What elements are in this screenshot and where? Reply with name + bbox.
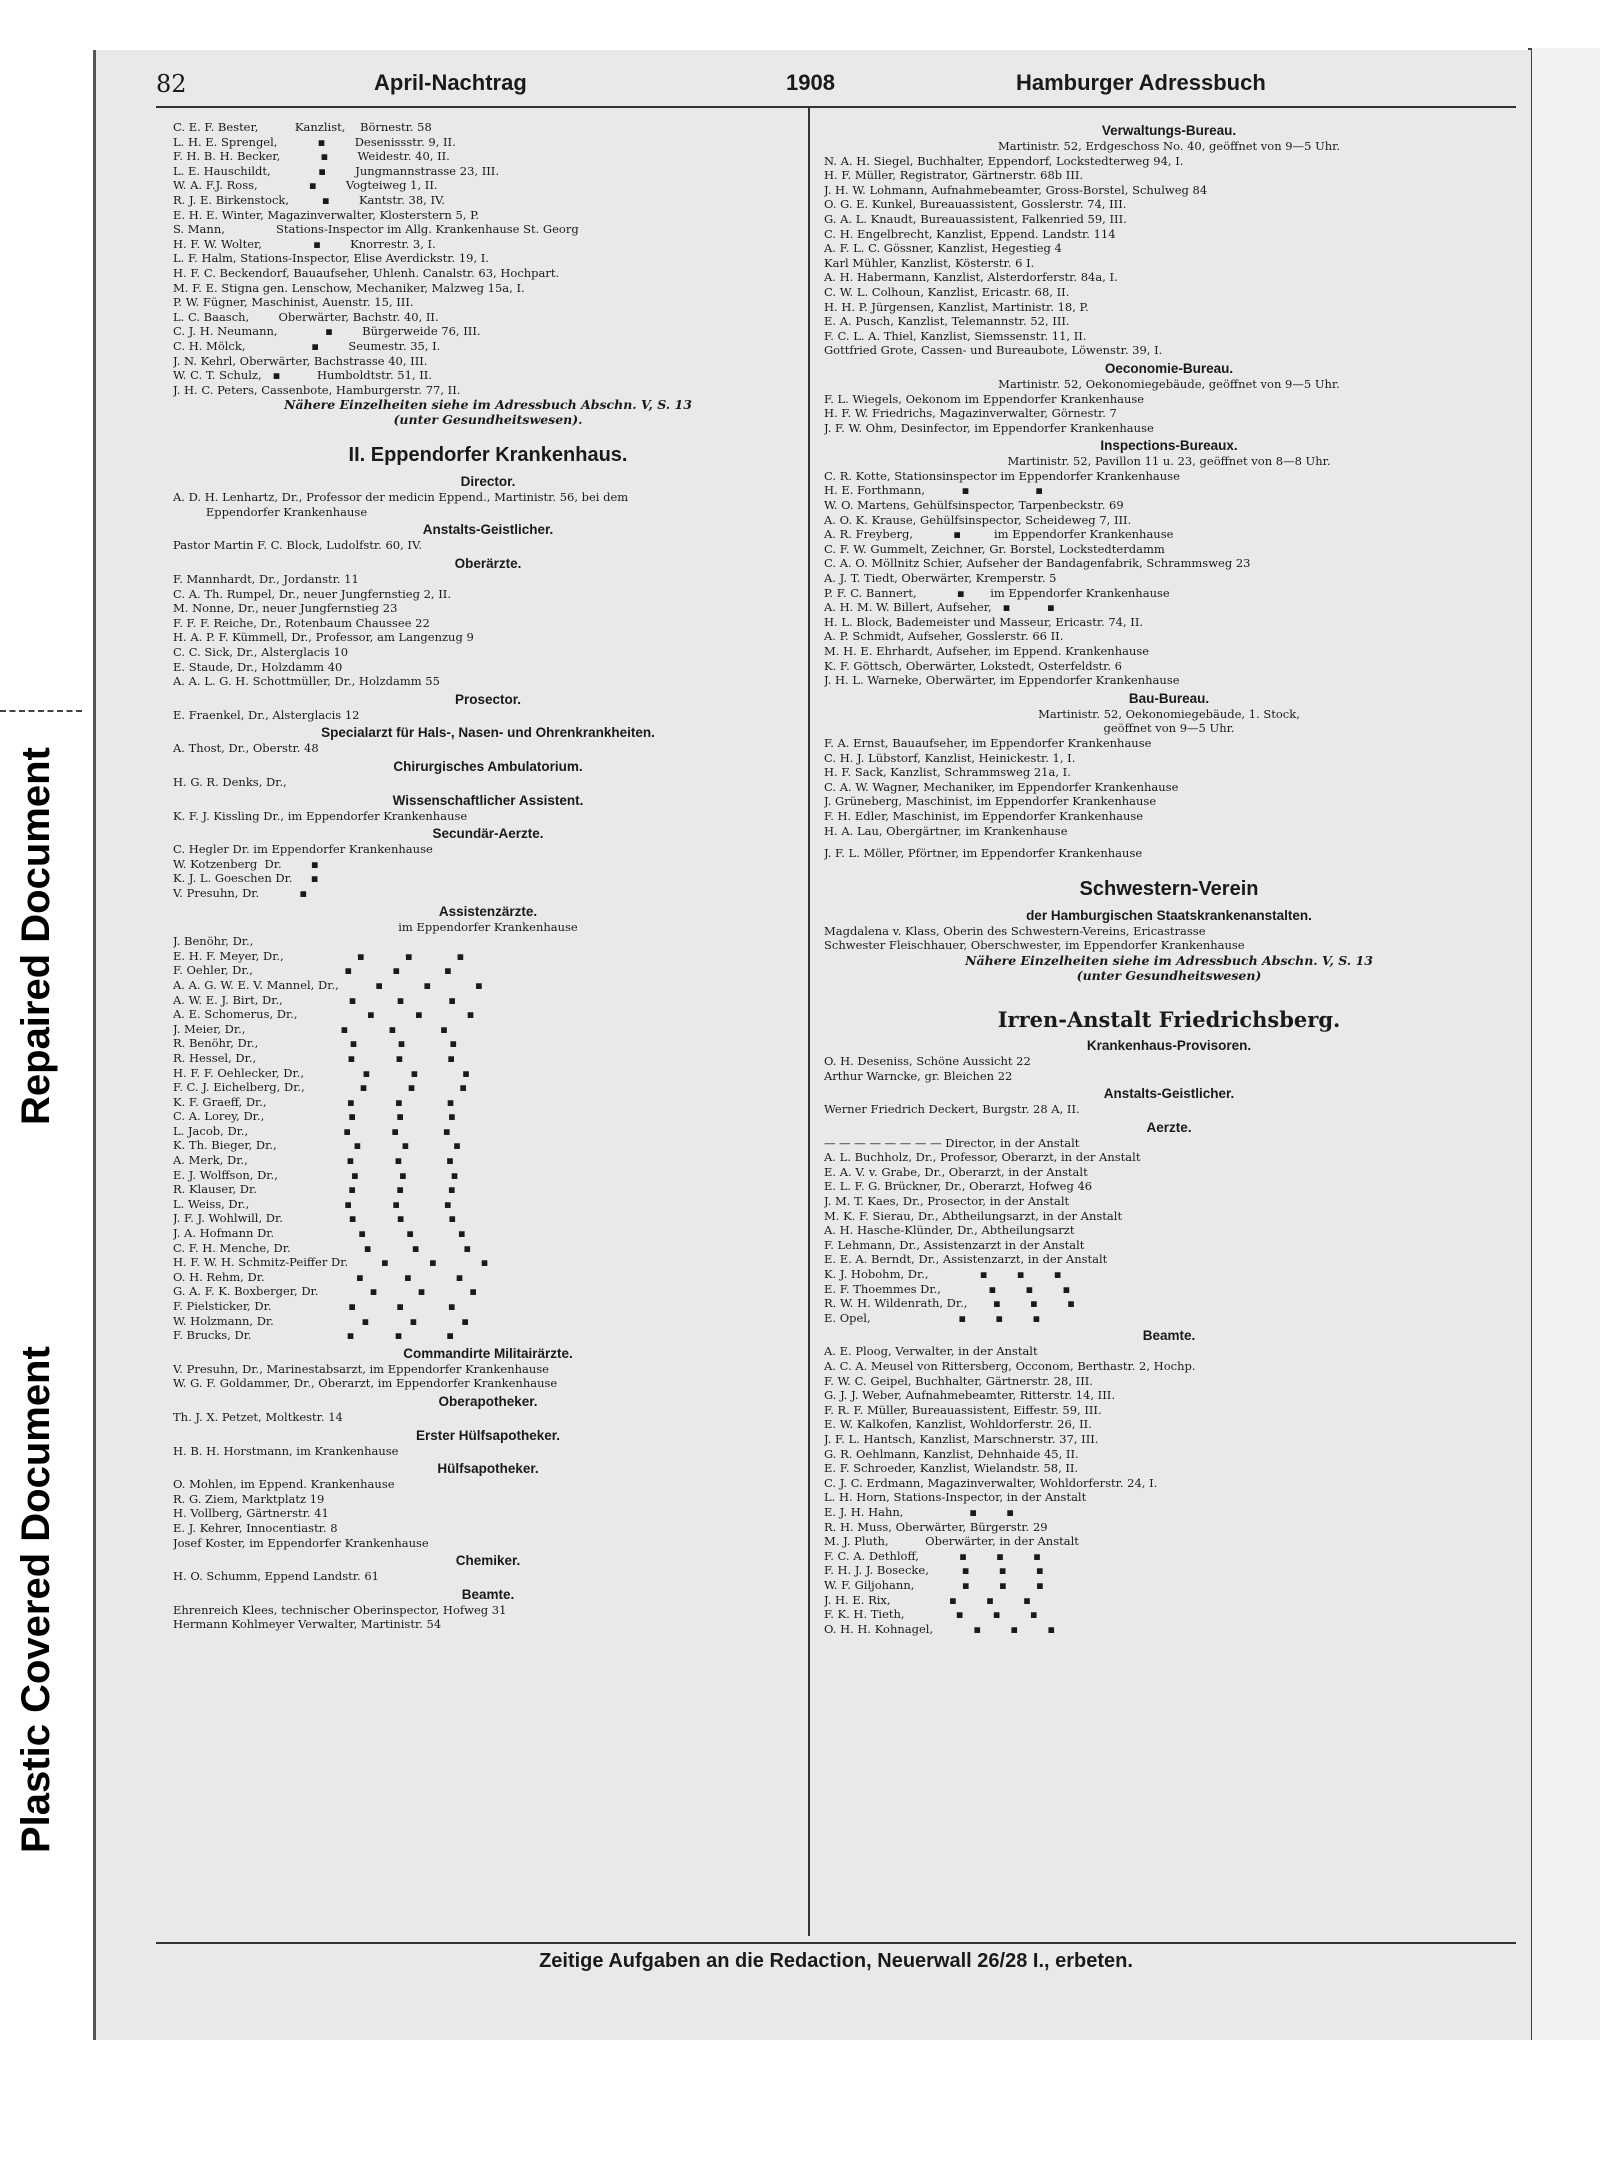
list-item: F. H. B. H. Becker, ▪ Weidestr. 40, II. [173, 149, 450, 164]
list-item: A. D. H. Lenhartz, Dr., Professor der medicin Eppend., Martinistr. 56, bei dem [173, 490, 629, 505]
list-item: J. N. Kehrl, Oberwärter, Bachstrasse 40, III. [173, 353, 428, 368]
list-item: L. Jacob, Dr., ▪ ▪ ▪ [173, 1123, 451, 1138]
list-item: F. Mannhardt, Dr., Jordanstr. 11 [173, 572, 359, 587]
list-item: Josef Koster, im Eppendorfer Krankenhause [173, 1535, 429, 1550]
section-heading: Krankenhaus-Provisoren. [1086, 1037, 1252, 1053]
section-subheading: Martinistr. 52, Pavillon 11 u. 23, geöffnet von 8—8 Uhr. [1007, 454, 1331, 469]
list-item: F. K. H. Tieth, ▪ ▪ ▪ [824, 1607, 1038, 1622]
section-heading: Chirurgisches Ambulatorium. [393, 759, 583, 774]
list-item: S. Mann, Stations-Inspector im Allg. Krankenhause St. Georg [173, 222, 579, 237]
list-item: Ehrenreich Klees, technischer Oberinspector, Hofweg 31 [173, 1602, 507, 1617]
list-item: V. Presuhn, Dr. ▪ [173, 885, 308, 900]
list-item: H. F. Müller, Registrator, Gärtnerstr. 68b III. [824, 168, 1084, 183]
first-assistant-pharmacist-list [173, 1444, 803, 1459]
list-item: L. H. Horn, Stations-Inspector, in der Anstalt [824, 1490, 1087, 1505]
section-title: II. Eppendorfer Krankenhaus. [348, 444, 628, 467]
section-heading: der Hamburgischen Staatskrankenanstalten. [1026, 907, 1312, 923]
header-year: 1908 [786, 70, 835, 95]
list-item: H. F. W. Friedrichs, Magazinverwalter, Görnestr. 7 [824, 406, 1117, 421]
section-subheading: geöffnet von 9—5 Uhr. [1103, 721, 1235, 736]
physicians-list [824, 1136, 1514, 1326]
repaired-document-label: Repaired Document [14, 747, 58, 1125]
list-item: (unter Gesundheitswesen). [393, 412, 583, 428]
list-item: C. A. Th. Rumpel, Dr., neuer Jungfernstieg 2, II. [173, 586, 451, 601]
reference-note [173, 397, 803, 427]
list-item: E. J. Wolffson, Dr., ▪ ▪ ▪ [173, 1167, 459, 1182]
secondary-physicians-list [173, 842, 803, 900]
economy-list [824, 392, 1514, 436]
scanned-page [93, 50, 1531, 2040]
list-item: H. A. Lau, Obergärtner, im Krankenhause [824, 823, 1068, 838]
list-item: C. H. Engelbrecht, Kanzlist, Eppend. Landstr. 114 [824, 226, 1116, 241]
list-item: A. W. E. J. Birt, Dr., ▪ ▪ ▪ [173, 992, 457, 1007]
list-item: P. W. Fügner, Maschinist, Auenstr. 15, III. [173, 295, 414, 310]
specialist-list [173, 741, 803, 756]
list-item: J. Grüneberg, Maschinist, im Eppendorfer Krankenhause [824, 794, 1157, 809]
header-left-title: April-Nachtrag [374, 70, 527, 95]
list-item: L. F. Halm, Stations-Inspector, Elise Averdickstr. 19, I. [173, 251, 489, 266]
list-item: E. E. A. Berndt, Dr., Assistenzarzt, in der Anstalt [824, 1252, 1108, 1267]
list-item: Nähere Einzelheiten siehe im Adressbuch Abschn. V, S. 13 [965, 952, 1373, 968]
scientific-assistant-list [173, 809, 803, 824]
staff-list [173, 120, 803, 397]
list-item: R. Klauser, Dr. ▪ ▪ ▪ [173, 1182, 456, 1197]
list-item: A. A. G. W. E. V. Mannel, Dr., ▪ ▪ ▪ [173, 977, 483, 992]
section-heading: Chemiker. [455, 1553, 521, 1569]
list-item: E. Staude, Dr., Holzdamm 40 [173, 659, 343, 674]
list-item: A. C. A. Meusel von Rittersberg, Occonom, Berthastr. 2, Hochp. [824, 1359, 1196, 1373]
spacer [824, 838, 1514, 846]
list-item: K. Th. Bieger, Dr., ▪ ▪ ▪ [173, 1138, 461, 1153]
list-item: R. G. Ziem, Marktplatz 19 [173, 1491, 325, 1506]
list-item: G. J. J. Weber, Aufnahmebeamter, Ritterstr. 14, III. [824, 1388, 1115, 1403]
list-item: F. L. Wiegels, Oekonom im Eppendorfer Krankenhause [824, 391, 1145, 406]
administration-list [824, 154, 1514, 358]
list-item: C. R. Kotte, Stationsinspector im Eppendorfer Krankenhause [824, 468, 1180, 483]
list-item: L. Weiss, Dr., ▪ ▪ ▪ [173, 1196, 452, 1211]
list-item: R. W. H. Wildenrath, Dr., ▪ ▪ ▪ [824, 1296, 1075, 1311]
list-item: G. R. Oehlmann, Kanzlist, Dehnhaide 45, II. [824, 1446, 1079, 1461]
list-item: C. J. C. Erdmann, Magazinverwalter, Wohldorferstr. 24, I. [824, 1475, 1158, 1490]
list-item: H. F. W. Wolter, ▪ Knorrestr. 3, I. [173, 236, 436, 251]
list-item: C. H. Mölck, ▪ Seumestr. 35, I. [173, 338, 441, 353]
section-heading: Oberapotheker. [438, 1393, 538, 1409]
list-item: C. A. Lorey, Dr., ▪ ▪ ▪ [173, 1109, 456, 1124]
list-item: J. Meier, Dr., ▪ ▪ ▪ [173, 1021, 448, 1036]
list-item: Magdalena v. Klass, Oberin des Schwestern-Vereins, Ericastrasse [824, 923, 1206, 938]
section-heading: Oeconomie-Bureau. [1104, 360, 1234, 376]
list-item: F. C. J. Eichelberg, Dr., ▪ ▪ ▪ [173, 1080, 468, 1095]
section-heading: Prosector. [454, 691, 522, 707]
section-heading: Oberärzte. [454, 556, 522, 572]
list-item: H. G. R. Denks, Dr., [173, 775, 287, 789]
list-item: G. A. F. K. Boxberger, Dr. ▪ ▪ ▪ [173, 1284, 478, 1299]
list-item: J. H. C. Peters, Cassenbote, Hamburgerstr. 77, II. [173, 382, 461, 397]
list-item: A. Thost, Dr., Oberstr. 48 [173, 741, 319, 756]
military-physicians-list [173, 1362, 803, 1391]
list-item: C. F. H. Menche, Dr. ▪ ▪ ▪ [173, 1240, 472, 1255]
list-item: H. B. H. Horstmann, im Krankenhause [173, 1443, 399, 1458]
list-item: R. H. Muss, Oberwärter, Bürgerstr. 29 [824, 1519, 1048, 1534]
list-item: C. E. F. Bester, Kanzlist, Börnestr. 58 [173, 120, 432, 134]
list-item: H. L. Block, Bademeister und Masseur, Ericastr. 74, II. [824, 614, 1144, 629]
list-item: K. F. Göttsch, Oberwärter, Lokstedt, Osterfeldstr. 6 [824, 658, 1122, 673]
director-list [173, 490, 803, 519]
list-item: N. A. H. Siegel, Buchhalter, Eppendorf, Lockstedterweg 94, I. [824, 153, 1184, 168]
list-item: A. F. L. C. Gössner, Kanzlist, Hegestieg 4 [824, 241, 1062, 256]
list-item: O. H. Rehm, Dr. ▪ ▪ ▪ [173, 1269, 464, 1284]
list-item: C. A. O. Möllnitz Schier, Aufseher der Bandagenfabrik, Schrammsweg 23 [824, 556, 1251, 571]
list-item: K. J. Hobohm, Dr., ▪ ▪ ▪ [824, 1267, 1062, 1282]
list-item: R. J. E. Birkenstock, ▪ Kantstr. 38, IV. [173, 192, 445, 207]
inspection-list [824, 469, 1514, 688]
list-item: Gottfried Grote, Cassen- und Bureaubote, Löwenstr. 39, I. [824, 343, 1163, 358]
list-item: H. E. Forthmann, ▪ ▪ [824, 483, 1044, 498]
list-item: K. J. L. Goeschen Dr. ▪ [173, 871, 319, 886]
list-item: M. F. E. Stigna gen. Lenschow, Mechaniker, Malzweg 15a, I. [173, 280, 525, 295]
list-item: F. F. F. Reiche, Dr., Rotenbaum Chaussee 22 [173, 615, 430, 630]
header-rule [156, 106, 1516, 108]
list-item: E. Opel, ▪ ▪ ▪ [824, 1310, 1041, 1325]
prosector-list [173, 708, 803, 723]
list-item: C. F. W. Gummelt, Zeichner, Gr. Borstel, Lockstedterdamm [824, 541, 1165, 556]
list-item: H. H. P. Jürgensen, Kanzlist, Martinistr. 18, P. [824, 299, 1089, 314]
list-item: R. Benöhr, Dr., ▪ ▪ ▪ [173, 1036, 458, 1051]
list-item: F. H. Edler, Maschinist, im Eppendorfer Krankenhause [824, 808, 1144, 823]
list-item: J. M. T. Kaes, Dr., Prosector, in der Anstalt [824, 1194, 1070, 1209]
officials-list [824, 1344, 1514, 1636]
chaplain-list [173, 538, 803, 553]
list-item: E. H. F. Meyer, Dr., ▪ ▪ ▪ [173, 948, 465, 963]
list-item: E. H. E. Winter, Magazinverwalter, Klosterstern 5, P. [173, 207, 480, 222]
list-item: A. O. K. Krause, Gehülfsinspector, Scheideweg 7, III. [824, 512, 1132, 527]
list-item: Arthur Warncke, gr. Bleichen 22 [824, 1068, 1013, 1083]
list-item: L. E. Hauschildt, ▪ Jungmannstrasse 23, III. [173, 163, 499, 178]
section-heading: Assistenzärzte. [438, 903, 538, 919]
list-item: M. H. E. Ehrhardt, Aufseher, im Eppend. Krankenhause [824, 644, 1150, 658]
list-item: A. Merk, Dr., ▪ ▪ ▪ [173, 1153, 454, 1168]
list-item: A. L. Buchholz, Dr., Professor, Oberarzt, in der Anstalt [824, 1150, 1141, 1165]
ambulatory-list [173, 775, 803, 790]
list-item: C. C. Sick, Dr., Alsterglacis 10 [173, 645, 349, 660]
section-heading: Aerzte. [1146, 1119, 1192, 1135]
section-heading: Specialarzt für Hals-, Nasen- und Ohrenkrankheiten. [321, 725, 655, 741]
section-title: Irren-Anstalt Friedrichsberg. [997, 1006, 1341, 1032]
section-heading: Inspections-Bureaux. [1100, 438, 1238, 454]
list-item: F. Lehmann, Dr., Assistenzarzt in der Anstalt [824, 1237, 1085, 1252]
list-item: J. H. W. Lohmann, Aufnahmebeamter, Gross-Borstel, Schulweg 84 [824, 182, 1208, 197]
list-item: H. Vollberg, Gärtnerstr. 41 [173, 1506, 329, 1521]
list-item: R. Hessel, Dr., ▪ ▪ ▪ [173, 1050, 456, 1065]
section-heading: Anstalts-Geistlicher. [422, 522, 554, 538]
list-item: J. Benöhr, Dr., [173, 934, 254, 949]
provisors-list [824, 1054, 1514, 1083]
section-heading: Erster Hülfsapotheker. [415, 1427, 561, 1443]
list-item: Nähere Einzelheiten siehe im Adressbuch Abschn. V, S. 13 [284, 397, 692, 413]
list-item: O. H. Deseniss, Schöne Aussicht 22 [824, 1053, 1031, 1068]
list-item: A. J. T. Tiedt, Oberwärter, Kremperstr. 5 [824, 571, 1057, 586]
section-heading: Wissenschaftlicher Assistent. [392, 792, 584, 808]
list-item: V. Presuhn, Dr., Marinestabsarzt, im Eppendorfer Krankenhause [173, 1361, 549, 1376]
list-item: A. H. M. W. Billert, Aufseher, ▪ ▪ [824, 600, 1055, 615]
list-item: F. A. Ernst, Bauaufseher, im Eppendorfer Krankenhause [824, 735, 1152, 750]
section-subheading: Martinistr. 52, Erdgeschoss No. 40, geöffnet von 9—5 Uhr. [997, 139, 1341, 153]
list-item: (unter Gesundheitswesen) [1076, 967, 1262, 983]
list-item: O. H. H. Kohnagel, ▪ ▪ ▪ [824, 1621, 1056, 1636]
header-right-title: Hamburger Adressbuch [1016, 70, 1266, 95]
officials-list [173, 1603, 803, 1632]
list-item: G. A. L. Knaudt, Bureauassistent, Falkenried 59, III. [824, 211, 1127, 226]
list-item: M. K. F. Sierau, Dr., Abtheilungsarzt, in der Anstalt [824, 1208, 1123, 1223]
list-item: F. H. J. J. Bosecke, ▪ ▪ ▪ [824, 1563, 1044, 1578]
list-item: — — — — — — — — Director, in der Anstalt [824, 1135, 1080, 1150]
reference-note [824, 953, 1514, 983]
section-subheading: im Eppendorfer Krankenhause [398, 919, 578, 934]
section-heading: Commandirte Militairärzte. [403, 1345, 573, 1361]
list-item: H. F. W. H. Schmitz-Peiffer Dr. ▪ ▪ ▪ [173, 1255, 489, 1270]
chief-physicians-list [173, 572, 803, 689]
right-column [824, 120, 1514, 1636]
list-item: Pastor Martin F. C. Block, Ludolfstr. 60, IV. [173, 538, 422, 553]
list-item: C. W. L. Colhoun, Kanzlist, Ericastr. 68, II. [824, 284, 1070, 299]
adjacent-page-edge [1528, 48, 1600, 2040]
list-item: C. J. H. Neumann, ▪ Bürgerweide 76, III. [173, 324, 481, 339]
list-item: A. R. Freyberg, ▪ im Eppendorfer Krankenhause [824, 527, 1174, 542]
list-item: E. W. Kalkofen, Kanzlist, Wohldorferstr. 26, II. [824, 1417, 1092, 1432]
list-item: Schwester Fleischhauer, Oberschwester, im Eppendorfer Krankenhause [824, 938, 1245, 953]
list-item: W. C. T. Schulz, ▪ Humboldtstr. 51, II. [173, 368, 432, 383]
porter-entry: J. F. L. Möller, Pförtner, im Eppendorfer Krankenhause [824, 846, 1143, 861]
list-item: Werner Friedrich Deckert, Burgstr. 28 A, II. [824, 1102, 1080, 1117]
section-heading: Bau-Bureau. [1128, 690, 1210, 706]
section-subheading: Martinistr. 52, Oekonomiegebäude, geöffnet von 9—5 Uhr. [998, 376, 1340, 391]
list-item: J. H. L. Warneke, Oberwärter, im Eppendorfer Krankenhause [824, 673, 1180, 688]
divider [0, 710, 82, 712]
nurses-list [824, 924, 1514, 953]
construction-list [824, 736, 1514, 838]
list-item: E. A. Pusch, Kanzlist, Telemannstr. 52, III. [824, 314, 1070, 329]
list-item: E. F. Schroeder, Kanzlist, Wielandstr. 58, II. [824, 1461, 1079, 1476]
section-title: Schwestern-Verein [1079, 877, 1259, 900]
list-item: H. A. P. F. Kümmell, Dr., Professor, am Langenzug 9 [173, 630, 474, 645]
list-item: H. F. Sack, Kanzlist, Schrammsweg 21a, I. [824, 765, 1071, 780]
footer-notice: Zeitige Aufgaben an die Redaction, Neuerwall 26/28 I., erbeten. [539, 1950, 1133, 1972]
list-item: C. Hegler Dr. im Eppendorfer Krankenhause [173, 842, 433, 857]
list-item: W. Holzmann, Dr. ▪ ▪ ▪ [173, 1313, 469, 1328]
list-item: H. F. F. Oehlecker, Dr., ▪ ▪ ▪ [173, 1065, 470, 1080]
section-heading: Hülfsapotheker. [437, 1461, 539, 1477]
list-item: L. C. Baasch, Oberwärter, Bachstr. 40, II. [173, 309, 439, 324]
list-item: E. L. F. G. Brückner, Dr., Oberarzt, Hofweg 46 [824, 1179, 1093, 1194]
plastic-covered-label: Plastic Covered Document [14, 1346, 58, 1853]
section-heading: Beamte. [1142, 1328, 1196, 1344]
section-heading: Director. [460, 474, 516, 490]
list-item: F. Pielsticker, Dr. ▪ ▪ ▪ [173, 1299, 456, 1313]
list-item: K. F. Graeff, Dr., ▪ ▪ ▪ [173, 1094, 455, 1109]
list-item: E. J. Kehrer, Innocentiastr. 8 [173, 1520, 338, 1535]
list-item: W. A. F.J. Ross, ▪ Vogteiweg 1, II. [173, 178, 438, 193]
page-header [96, 62, 1526, 106]
list-item: M. J. Pluth, Oberwärter, in der Anstalt [824, 1534, 1079, 1549]
list-item: F. Oehler, Dr., ▪ ▪ ▪ [173, 963, 452, 978]
list-item: J. F. L. Hantsch, Kanzlist, Marschnerstr. 37, III. [824, 1431, 1099, 1446]
list-item: W. F. Giljohann, ▪ ▪ ▪ [824, 1577, 1044, 1592]
list-item: M. Nonne, Dr., neuer Jungfernstieg 23 [173, 601, 398, 616]
list-item: H. F. C. Beckendorf, Bauaufseher, Uhlenh. Canalstr. 63, Hochpart. [173, 265, 560, 280]
list-item: Th. J. X. Petzet, Moltkestr. 14 [173, 1409, 343, 1424]
list-item: O. G. E. Kunkel, Bureauassistent, Gosslerstr. 74, III. [824, 197, 1127, 212]
section-subheading: Martinistr. 52, Oekonomiegebäude, 1. Stock, [1038, 706, 1300, 721]
chief-pharmacist-list [173, 1410, 803, 1425]
list-item: F. W. C. Geipel, Buchhalter, Gärtnerstr. 28, III. [824, 1373, 1093, 1388]
list-item: E. F. Thoemmes Dr., ▪ ▪ ▪ [824, 1281, 1071, 1296]
section-heading: Anstalts-Geistlicher. [1103, 1086, 1235, 1102]
list-item: E. A. V. v. Grabe, Dr., Oberarzt, in der Anstalt [824, 1164, 1088, 1179]
list-item: A. E. Schomerus, Dr., ▪ ▪ ▪ [173, 1007, 475, 1022]
page-number: 82 [156, 70, 187, 98]
list-item: P. F. C. Bannert, ▪ im Eppendorfer Krankenhause [824, 585, 1170, 600]
assistant-pharmacists-list [173, 1477, 803, 1550]
list-item: J. F. W. Ohm, Desinfector, im Eppendorfer Krankenhause [824, 420, 1154, 435]
page-footer [156, 1942, 1516, 1973]
list-item: E. J. H. Hahn, ▪ ▪ [824, 1504, 1015, 1519]
column-divider [808, 108, 810, 1936]
list-item: W. G. F. Goldammer, Dr., Oberarzt, im Eppendorfer Krankenhause [173, 1376, 558, 1391]
list-item: W. O. Martens, Gehülfsinspector, Tarpenbeckstr. 69 [824, 498, 1124, 513]
left-column [173, 120, 803, 1632]
list-item: Hermann Kohlmeyer Verwalter, Martinistr. 54 [173, 1617, 442, 1632]
assistant-physicians-list [173, 934, 803, 1343]
list-item: F. C. A. Dethloff, ▪ ▪ ▪ [824, 1548, 1041, 1563]
list-item: J. A. Hofmann Dr. ▪ ▪ ▪ [173, 1226, 466, 1241]
sidebar [0, 705, 82, 1855]
list-item: Eppendorfer Krankenhause [173, 504, 368, 519]
chaplain-list [824, 1102, 1514, 1117]
list-item: C. A. W. Wagner, Mechaniker, im Eppendorfer Krankenhause [824, 779, 1179, 794]
chemist-list [173, 1569, 803, 1584]
list-item: J. H. E. Rix, ▪ ▪ ▪ [824, 1592, 1031, 1607]
list-item: A. E. Ploog, Verwalter, in der Anstalt [824, 1344, 1038, 1359]
section-heading: Verwaltungs-Bureau. [1101, 123, 1237, 138]
list-item: F. Brucks, Dr. ▪ ▪ ▪ [173, 1328, 455, 1343]
list-item: K. F. J. Kissling Dr., im Eppendorfer Krankenhause [173, 808, 468, 823]
list-item: C. H. J. Lübstorf, Kanzlist, Heinickestr. 1, I. [824, 750, 1076, 765]
list-item: O. Mohlen, im Eppend. Krankenhause [173, 1477, 395, 1492]
list-item: A. P. Schmidt, Aufseher, Gosslerstr. 66 II. [824, 629, 1064, 644]
list-item: J. F. J. Wohlwill, Dr. ▪ ▪ ▪ [173, 1211, 457, 1226]
list-item: E. Fraenkel, Dr., Alsterglacis 12 [173, 707, 360, 722]
section-heading: Beamte. [461, 1586, 515, 1602]
section-heading: Secundär-Aerzte. [432, 826, 544, 842]
list-item: F. C. L. A. Thiel, Kanzlist, Siemssenstr. 11, II. [824, 328, 1087, 343]
list-item: A. H. Hasche-Klünder, Dr., Abtheilungsarzt [824, 1223, 1075, 1238]
list-item: A. H. Habermann, Kanzlist, Alsterdorferstr. 84a, I. [824, 270, 1118, 285]
list-item: A. A. L. G. H. Schottmüller, Dr., Holzdamm 55 [173, 674, 440, 689]
list-item: F. R. F. Müller, Bureauassistent, Eiffestr. 59, III. [824, 1402, 1102, 1417]
list-item: W. Kotzenberg Dr. ▪ [173, 856, 319, 871]
list-item: L. H. E. Sprengel, ▪ Desenissstr. 9, II. [173, 134, 456, 149]
list-item: Karl Mühler, Kanzlist, Kösterstr. 6 I. [824, 255, 1035, 270]
list-item: H. O. Schumm, Eppend Landstr. 61 [173, 1569, 379, 1584]
